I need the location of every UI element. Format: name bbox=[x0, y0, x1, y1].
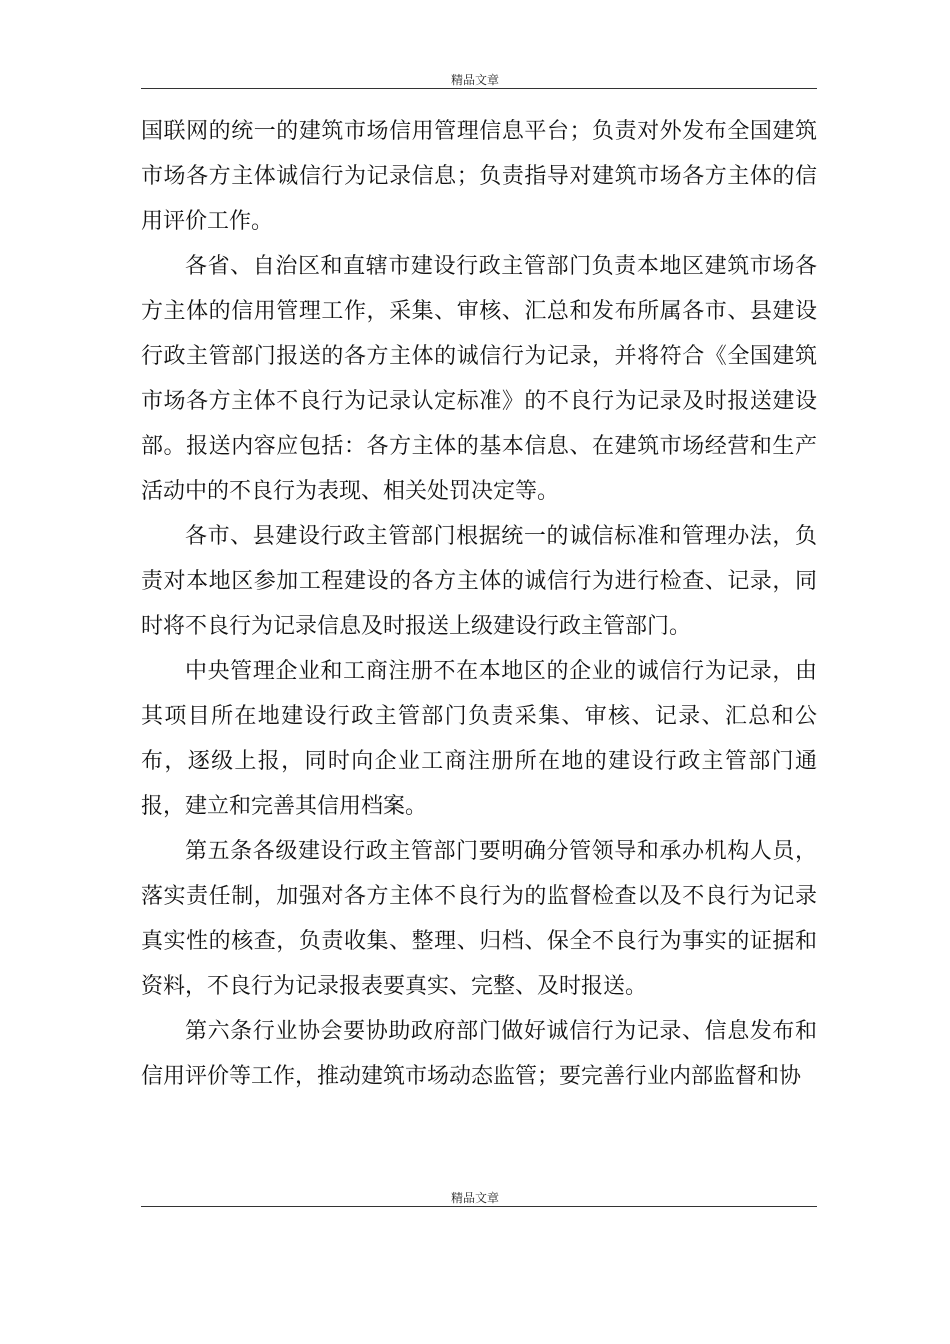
paragraph-city-county: 各市、县建设行政主管部门根据统一的诚信标准和管理办法，负责对本地区参加工程建设的各方主体的诚信行为进行检查、记录，同时将不良行为记录信息及时报送上级建设行政主管部门。 bbox=[141, 524, 817, 639]
page-header-label: 精品文章 bbox=[450, 73, 499, 87]
paragraph-article-five: 第五条各级建设行政主管部门要明确分管领导和承办机构人员，落实责任制，加强对各方主体不良行为的监督检查以及不良行为记录真实性的核查，负责收集、整理、归档、保全不良行为事实的证据和资料，不良行为记录报表要真实、完整、及时报送。 bbox=[141, 839, 817, 999]
footer-divider bbox=[141, 1206, 817, 1207]
header-divider bbox=[141, 88, 817, 89]
paragraph-provincial: 各省、自治区和直辖市建设行政主管部门负责本地区建筑市场各方主体的信用管理工作，采集、审核、汇总和发布所属各市、县建设行政主管部门报送的各方主体的诚信行为记录，并将符合《全国建筑市场各方主体不良行为记录认定标准》的不良行为记录及时报送建设部。报送内容应包括：各方主体的基本信息、在建筑市场经营和生产活动中的不良行为表现、相关处罚决定等。 bbox=[141, 254, 817, 504]
document-body bbox=[141, 109, 817, 1099]
paragraph-continued: 国联网的统一的建筑市场信用管理信息平台；负责对外发布全国建筑市场各方主体诚信行为记录信息；负责指导对建筑市场各方主体的信用评价工作。 bbox=[141, 119, 817, 234]
paragraph-article-six: 第六条行业协会要协助政府部门做好诚信行为记录、信息发布和信用评价等工作，推动建筑市场动态监管；要完善行业内部监督和协 bbox=[141, 1019, 817, 1089]
page-footer-label: 精品文章 bbox=[450, 1191, 499, 1205]
paragraph-central-enterprises: 中央管理企业和工商注册不在本地区的企业的诚信行为记录，由其项目所在地建设行政主管部门负责采集、审核、记录、汇总和公布，逐级上报，同时向企业工商注册所在地的建设行政主管部门通报，建立和完善其信用档案。 bbox=[141, 659, 817, 819]
